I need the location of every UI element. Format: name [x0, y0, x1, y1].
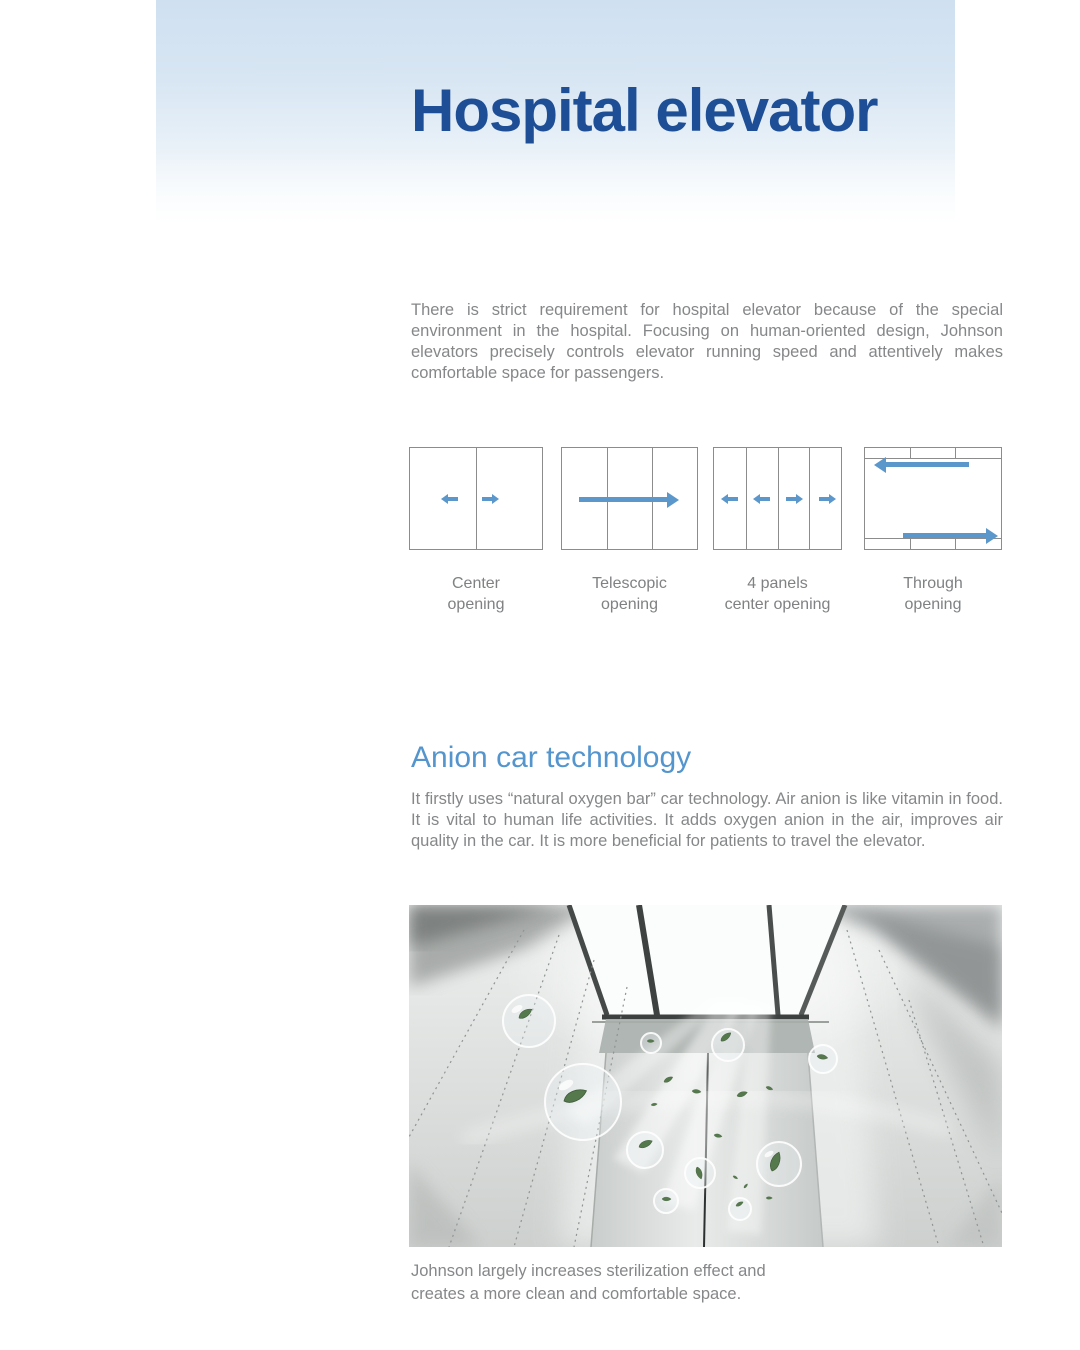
- door-label: Through opening: [903, 575, 963, 613]
- center-opening-icon: [409, 447, 543, 550]
- diagram-center-opening: [409, 447, 543, 615]
- arrow-right-icon: [786, 497, 796, 501]
- arrow-left-icon: [728, 497, 738, 501]
- diagram-through-opening: [864, 447, 1002, 615]
- elevator-interior-photo: [409, 905, 1002, 1247]
- intro-paragraph: There is strict requirement for hospital elevator because of the special environment in the hospital. Focusing on human-oriented design, Johnson elevators precisely controls elevator running speed and attentively makes comfortable space for passengers.: [411, 301, 1003, 382]
- anion-photo-illustration: [409, 905, 1002, 1247]
- door-label: Telescopic opening: [592, 575, 667, 613]
- diagram-telescopic-opening: [561, 447, 698, 615]
- door-opening-diagrams: [409, 447, 1003, 617]
- arrow-left-icon: [448, 497, 458, 501]
- through-opening-icon: [864, 447, 1002, 550]
- arrow-left-icon: [760, 497, 770, 501]
- anion-paragraph: It firstly uses “natural oxygen bar” car technology. Air anion is like vitamin in food. It is vital to human life activities. It adds oxygen anion in the air, improves air quality in the car. It is more beneficial for patients to travel the elevator.: [411, 790, 1003, 850]
- arrow-right-icon: [482, 497, 492, 501]
- photo-caption: Johnson largely increases sterilization effect and creates a more clean and comfortable space.: [411, 1262, 766, 1303]
- anion-section-heading: Anion car technology: [411, 741, 692, 774]
- diagram-4-panels-center-opening: [713, 447, 842, 615]
- door-label: Center opening: [447, 575, 505, 613]
- four-panels-opening-icon: [713, 447, 842, 550]
- arrow-left-icon: [886, 462, 969, 467]
- page-gradient-column: [156, 0, 1003, 1350]
- arrow-right-icon: [819, 497, 829, 501]
- arrow-right-icon: [579, 497, 667, 502]
- arrow-right-icon: [903, 533, 986, 538]
- door-label: 4 panels center opening: [724, 575, 831, 613]
- telescopic-opening-icon: [561, 447, 698, 550]
- page-title: Hospital elevator: [411, 77, 878, 144]
